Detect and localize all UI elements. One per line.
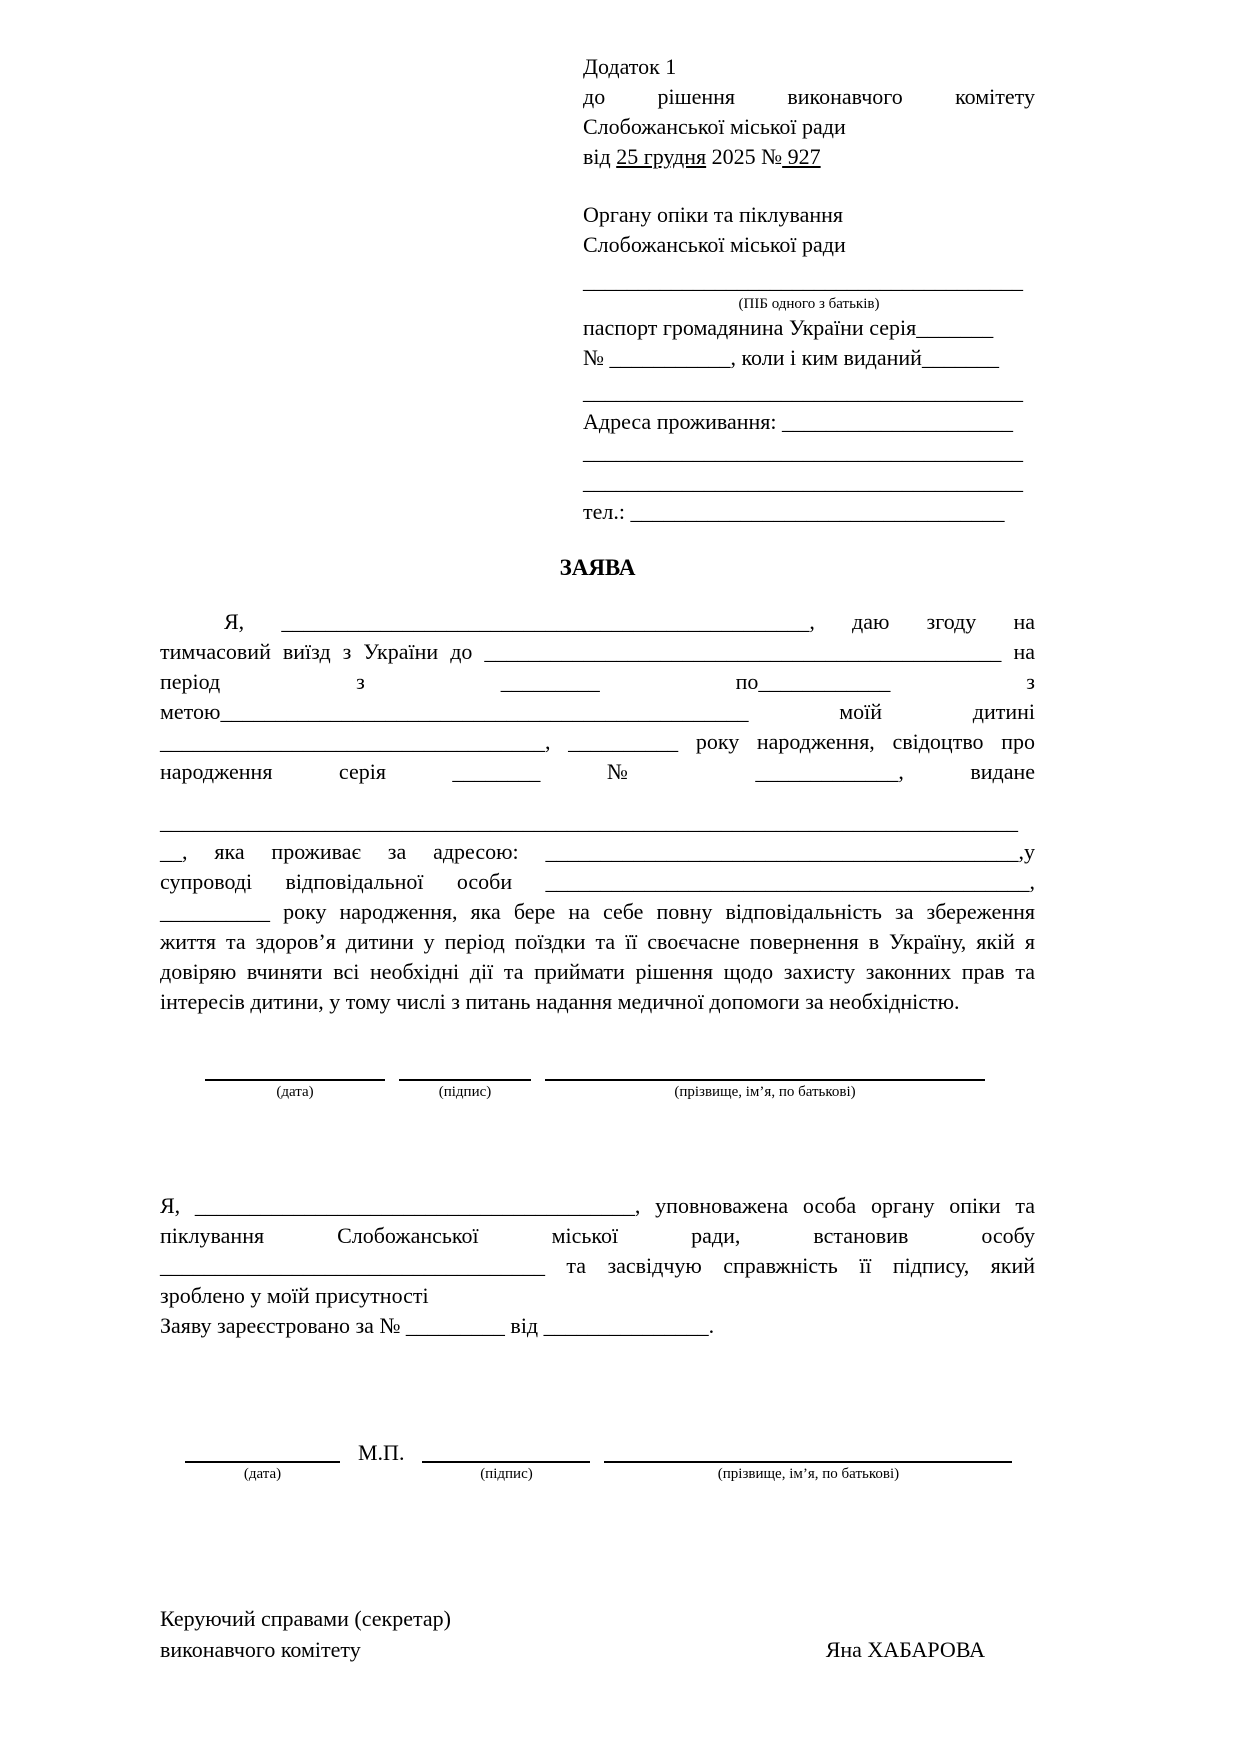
passport-number-line: № ___________, коли і ким виданий_______ (583, 345, 999, 370)
decision-number: 927 (782, 144, 821, 169)
statement-line: Я, ________________________________________________, даю згоду на (224, 609, 1035, 634)
spacer (354, 1465, 408, 1487)
appendix-block (583, 52, 1035, 527)
signature-field (422, 1441, 590, 1485)
signature-field (399, 1059, 531, 1103)
parent-name-blank-line: ________________________________________ (583, 268, 1023, 293)
signature-caption: (підпис) (438, 1084, 492, 1100)
addressee-line-2: Слобожанської міської ради (583, 232, 846, 257)
address-blank-line-2: ________________________________________ (583, 469, 1023, 494)
seal-mark-text: М.П. (358, 1440, 405, 1465)
seal-mark (354, 1441, 408, 1487)
address-blank-line-1: ________________________________________ (583, 439, 1023, 464)
full-name-blank-line (545, 1059, 985, 1081)
number-sign: № (761, 144, 783, 169)
officer-line: піклування Слобожанської міської ради, встановив особу (160, 1223, 1035, 1248)
page-title: ЗАЯВА (559, 555, 636, 580)
officer-line: ___________________________________ та засвідчую справжність її підпису, який (160, 1253, 1035, 1278)
full-name-field (545, 1059, 985, 1103)
address-line: Адреса проживання: _____________________ (583, 409, 1014, 434)
issuer-blank-line: ________________________________________ (583, 379, 1023, 404)
full-name-field (604, 1441, 1012, 1485)
officer-line: зроблено у моїй присутності (160, 1283, 429, 1308)
date-blank-line (185, 1441, 340, 1463)
signature-blank-line (422, 1441, 590, 1463)
statement-line: інтересів дитини, у тому числі з питань надання медичної допомоги за необхідністю. (160, 989, 960, 1014)
statement-line: народження серія ________ № _____________, видане (160, 759, 1035, 784)
statement-line: метою________________________________________________ моїй дитині (160, 699, 1035, 724)
signatory-position-line-2 (160, 1634, 1035, 1665)
officer-signature-block (160, 1441, 1035, 1487)
signature-caption: (підпис) (480, 1466, 533, 1482)
passport-series-line: паспорт громадянина України серія_______ (583, 315, 994, 340)
statement-line: тимчасовий виїзд з України до _______________________________________________ на (160, 639, 1035, 664)
full-name-blank-line (604, 1441, 1012, 1463)
officer-paragraph (160, 1191, 1035, 1341)
decision-year: 2025 (706, 144, 762, 169)
applicant-signature-block (160, 1059, 1035, 1103)
statement-line: життя та здоров’я дитини у період поїздки та її своєчасне повернення в Україну, якій я (160, 929, 1035, 954)
date-field (185, 1441, 340, 1485)
statement-line: період з _________ по____________ з (160, 669, 1035, 694)
appendix-title: Додаток 1 (583, 54, 677, 79)
spacer (583, 172, 1035, 200)
addressee-line-1: Органу опіки та піклування (583, 202, 844, 227)
appendix-decision-line: до рішення виконавчого комітету (583, 84, 1035, 109)
appendix-date-line (583, 142, 1035, 172)
statement-line: __________ року народження, яка бере на себе повну відповідальність за збереження (160, 899, 1035, 924)
signature-blank-line (399, 1059, 531, 1081)
decision-date: 25 грудня (616, 144, 707, 169)
signatory-block (160, 1603, 1035, 1665)
statement-line: супроводі відповідальної особи ____________________________________________, (160, 869, 1035, 894)
signatory-name: Яна ХАБАРОВА (825, 1637, 985, 1662)
signature-row (185, 1441, 1035, 1487)
statement-blank-line: ______________________________________________________________________________ (160, 809, 1018, 834)
date-prefix: від (583, 144, 617, 169)
phone-line: тел.: __________________________________ (583, 499, 1005, 524)
parent-name-caption: (ПІБ одного з батьків) (738, 296, 880, 312)
registration-line: Заяву зареєстровано за № _________ від _______________. (160, 1313, 715, 1338)
signatory-position-line-1: Керуючий справами (секретар) (160, 1606, 451, 1631)
statement-line: __, яка проживає за адресою: ___________________________________________,у (160, 839, 1035, 864)
date-caption: (дата) (276, 1084, 314, 1100)
date-field (205, 1059, 385, 1103)
date-caption: (дата) (243, 1466, 282, 1482)
full-name-caption: (прізвище, ім’я, по батькові) (674, 1084, 856, 1100)
officer-line: Я, ________________________________________, уповноважена особа органу опіки та (160, 1193, 1035, 1218)
appendix-council-line: Слобожанської міської ради (583, 114, 846, 139)
statement-paragraph (160, 607, 1035, 1017)
document-content (160, 52, 1035, 1665)
signature-row (205, 1059, 1035, 1103)
statement-line: ___________________________________, __________ року народження, свідоцтво про (160, 729, 1035, 754)
full-name-caption: (прізвище, ім’я, по батькові) (717, 1466, 900, 1482)
statement-line: довіряю вчиняти всі необхідні дії та приймати рішення щодо захисту законних прав та (160, 959, 1035, 984)
signatory-position-text: виконавчого комітету (160, 1637, 361, 1662)
date-blank-line (205, 1059, 385, 1081)
